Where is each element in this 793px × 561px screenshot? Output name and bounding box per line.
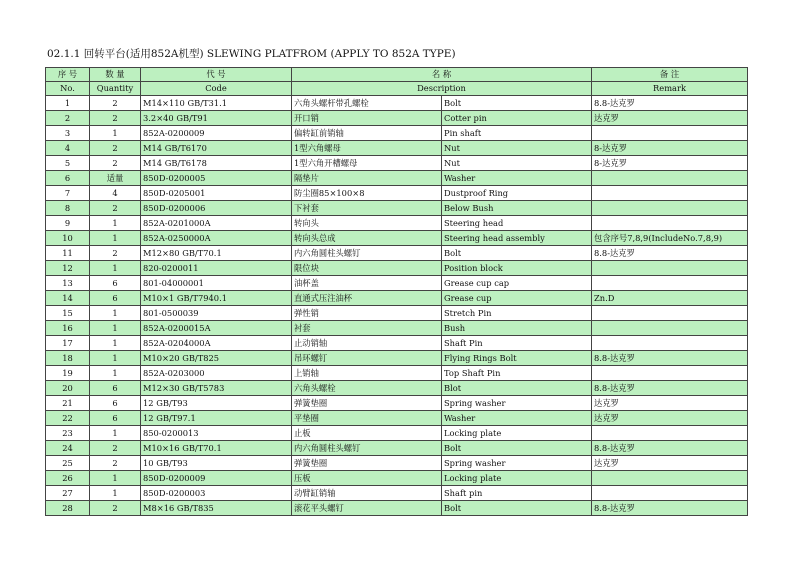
row-number: 6 (46, 171, 90, 186)
row-quantity: 2 (90, 111, 141, 126)
row-quantity: 1 (90, 471, 141, 486)
table-row (46, 111, 748, 126)
row-number: 28 (46, 501, 90, 516)
row-quantity: 1 (90, 306, 141, 321)
table-row (46, 486, 748, 501)
row-quantity: 2 (90, 456, 141, 471)
row-number: 24 (46, 441, 90, 456)
row-description-cn: 止动销轴 (292, 336, 442, 351)
row-quantity: 6 (90, 276, 141, 291)
row-code: 850D-0200005 (141, 171, 292, 186)
row-description-cn: 止板 (292, 426, 442, 441)
row-description-en: Dustproof Ring (442, 186, 592, 201)
row-description-cn: 油杯盖 (292, 276, 442, 291)
row-number: 13 (46, 276, 90, 291)
row-description-cn: 压板 (292, 471, 442, 486)
row-number: 10 (46, 231, 90, 246)
row-description-cn: 限位块 (292, 261, 442, 276)
row-description-en: Bolt (442, 501, 592, 516)
row-remark: 达克罗 (592, 411, 748, 426)
row-remark: 达克罗 (592, 396, 748, 411)
row-quantity: 4 (90, 186, 141, 201)
row-code: M14 GB/T6170 (141, 141, 292, 156)
table-row (46, 171, 748, 186)
row-remark (592, 186, 748, 201)
table-row (46, 441, 748, 456)
row-number: 4 (46, 141, 90, 156)
row-description-en: Nut (442, 141, 592, 156)
table-row (46, 231, 748, 246)
table-row (46, 501, 748, 516)
row-description-en: Locking plate (442, 426, 592, 441)
row-description-cn: 直通式压注油杯 (292, 291, 442, 306)
row-description-cn: 六角头螺栓 (292, 381, 442, 396)
row-quantity: 1 (90, 261, 141, 276)
row-number: 22 (46, 411, 90, 426)
row-remark: 8-达克罗 (592, 156, 748, 171)
row-quantity: 1 (90, 231, 141, 246)
table-row (46, 216, 748, 231)
row-code: M14 GB/T6178 (141, 156, 292, 171)
row-code: 852A-0203000 (141, 366, 292, 381)
row-description-en: Blot (442, 381, 592, 396)
row-description-cn: 防尘圈85×100×8 (292, 186, 442, 201)
row-code: 801-04000001 (141, 276, 292, 291)
row-number: 14 (46, 291, 90, 306)
row-number: 2 (46, 111, 90, 126)
row-description-en: Bolt (442, 246, 592, 261)
row-quantity: 1 (90, 366, 141, 381)
row-description-en: Bolt (442, 96, 592, 111)
table-row (46, 291, 748, 306)
row-code: M10×20 GB/T825 (141, 351, 292, 366)
row-remark (592, 486, 748, 501)
row-code: 3.2×40 GB/T91 (141, 111, 292, 126)
row-quantity: 1 (90, 216, 141, 231)
row-number: 9 (46, 216, 90, 231)
row-remark: 8.8-达克罗 (592, 381, 748, 396)
header-no-cn: 序 号 (46, 68, 90, 82)
row-remark: 8.8-达克罗 (592, 501, 748, 516)
row-description-cn: 转向头总成 (292, 231, 442, 246)
row-description-en: Washer (442, 411, 592, 426)
row-description-en: Washer (442, 171, 592, 186)
row-description-en: Shaft pin (442, 486, 592, 501)
row-description-cn: 1型六角螺母 (292, 141, 442, 156)
header-desc-en: Description (292, 82, 592, 96)
row-description-en: Position block (442, 261, 592, 276)
row-description-en: Bush (442, 321, 592, 336)
row-code: M14×110 GB/T31.1 (141, 96, 292, 111)
row-remark (592, 261, 748, 276)
row-remark: 达克罗 (592, 456, 748, 471)
row-description-en: Bolt (442, 441, 592, 456)
row-description-cn: 内六角圆柱头螺钉 (292, 441, 442, 456)
row-code: 852A-0201000A (141, 216, 292, 231)
row-remark (592, 171, 748, 186)
row-code: M12×30 GB/T5783 (141, 381, 292, 396)
row-description-en: Grease cup (442, 291, 592, 306)
row-quantity: 2 (90, 141, 141, 156)
row-number: 12 (46, 261, 90, 276)
row-quantity: 1 (90, 336, 141, 351)
header-qty-en: Quantity (90, 82, 141, 96)
row-remark (592, 201, 748, 216)
row-remark (592, 126, 748, 141)
row-code: 12 GB/T93 (141, 396, 292, 411)
row-code: M10×1 GB/T7940.1 (141, 291, 292, 306)
row-remark (592, 426, 748, 441)
row-description-en: Locking plate (442, 471, 592, 486)
row-remark: 8.8-达克罗 (592, 246, 748, 261)
table-body (46, 96, 748, 516)
row-description-cn: 上销轴 (292, 366, 442, 381)
table-header (46, 68, 748, 96)
row-number: 20 (46, 381, 90, 396)
row-description-cn: 下衬套 (292, 201, 442, 216)
table-row (46, 276, 748, 291)
row-code: 852A-0200015A (141, 321, 292, 336)
row-number: 3 (46, 126, 90, 141)
row-description-en: Top Shaft Pin (442, 366, 592, 381)
row-description-en: Below Bush (442, 201, 592, 216)
row-quantity: 6 (90, 381, 141, 396)
table-row (46, 261, 748, 276)
row-quantity: 2 (90, 201, 141, 216)
row-number: 19 (46, 366, 90, 381)
row-quantity: 2 (90, 441, 141, 456)
row-remark (592, 276, 748, 291)
row-code: M12×80 GB/T70.1 (141, 246, 292, 261)
row-code: 850D-0200009 (141, 471, 292, 486)
row-description-cn: 动臂缸销轴 (292, 486, 442, 501)
table-row (46, 426, 748, 441)
row-quantity: 2 (90, 246, 141, 261)
row-description-cn: 偏转缸前销轴 (292, 126, 442, 141)
row-code: 852A-0250000A (141, 231, 292, 246)
row-description-cn: 吊环螺钉 (292, 351, 442, 366)
row-code: 12 GB/T97.1 (141, 411, 292, 426)
row-remark (592, 471, 748, 486)
row-description-cn: 滚花平头螺钉 (292, 501, 442, 516)
row-remark: 达克罗 (592, 111, 748, 126)
row-number: 1 (46, 96, 90, 111)
row-quantity: 1 (90, 426, 141, 441)
row-code: 850D-0200003 (141, 486, 292, 501)
row-quantity: 适量 (90, 171, 141, 186)
row-remark: 8.8-达克罗 (592, 441, 748, 456)
row-number: 11 (46, 246, 90, 261)
row-remark: 8.8-达克罗 (592, 351, 748, 366)
row-code: 850D-0200006 (141, 201, 292, 216)
row-remark: 8-达克罗 (592, 141, 748, 156)
table-row (46, 351, 748, 366)
table-row (46, 321, 748, 336)
row-description-cn: 转向头 (292, 216, 442, 231)
table-row (46, 471, 748, 486)
row-description-cn: 1型六角开槽螺母 (292, 156, 442, 171)
row-quantity: 6 (90, 396, 141, 411)
row-code: 801-0500039 (141, 306, 292, 321)
parts-table (45, 67, 748, 516)
table-row (46, 306, 748, 321)
header-no-en: No. (46, 82, 90, 96)
row-description-en: Shaft Pin (442, 336, 592, 351)
row-number: 21 (46, 396, 90, 411)
row-description-en: Flying Rings Bolt (442, 351, 592, 366)
row-remark (592, 321, 748, 336)
row-description-cn: 弹性销 (292, 306, 442, 321)
table-row (46, 96, 748, 111)
table-row (46, 201, 748, 216)
row-number: 25 (46, 456, 90, 471)
row-code: 852A-0204000A (141, 336, 292, 351)
row-code: 820-0200011 (141, 261, 292, 276)
table-row (46, 366, 748, 381)
row-quantity: 1 (90, 321, 141, 336)
table-row (46, 156, 748, 171)
table-row (46, 126, 748, 141)
row-description-en: Spring washer (442, 396, 592, 411)
row-description-en: Nut (442, 156, 592, 171)
table-row (46, 246, 748, 261)
table-row (46, 186, 748, 201)
row-quantity: 1 (90, 486, 141, 501)
row-quantity: 6 (90, 291, 141, 306)
row-number: 27 (46, 486, 90, 501)
row-description-cn: 内六角圆柱头螺钉 (292, 246, 442, 261)
table-row (46, 396, 748, 411)
document-title: 02.1.1 回转平台(适用852A机型) SLEWING PLATFROM (APPLY TO 852A TYPE) (47, 48, 456, 60)
row-number: 7 (46, 186, 90, 201)
row-remark: 包含序号7,8,9(IncludeNo.7,8,9) (592, 231, 748, 246)
header-code-cn: 代 号 (141, 68, 292, 82)
header-desc-cn: 名 称 (292, 68, 592, 82)
row-number: 16 (46, 321, 90, 336)
row-description-en: Pin shaft (442, 126, 592, 141)
row-code: 850D-0205001 (141, 186, 292, 201)
row-code: M10×16 GB/T70.1 (141, 441, 292, 456)
row-number: 15 (46, 306, 90, 321)
row-description-cn: 平垫圈 (292, 411, 442, 426)
row-description-en: Cotter pin (442, 111, 592, 126)
row-remark: 8.8-达克罗 (592, 96, 748, 111)
row-code: M8×16 GB/T835 (141, 501, 292, 516)
table-row (46, 336, 748, 351)
row-code: 10 GB/T93 (141, 456, 292, 471)
row-code: 850-0200013 (141, 426, 292, 441)
row-quantity: 2 (90, 156, 141, 171)
row-number: 23 (46, 426, 90, 441)
table-row (46, 381, 748, 396)
row-remark: Zn.D (592, 291, 748, 306)
table-row (46, 141, 748, 156)
row-description-cn: 衬套 (292, 321, 442, 336)
row-description-cn: 开口销 (292, 111, 442, 126)
row-number: 17 (46, 336, 90, 351)
row-quantity: 2 (90, 96, 141, 111)
row-remark (592, 336, 748, 351)
row-quantity: 2 (90, 501, 141, 516)
row-remark (592, 306, 748, 321)
row-description-cn: 隔垫片 (292, 171, 442, 186)
row-description-cn: 弹簧垫圈 (292, 456, 442, 471)
table-row (46, 456, 748, 471)
row-code: 852A-0200009 (141, 126, 292, 141)
row-number: 5 (46, 156, 90, 171)
row-quantity: 1 (90, 126, 141, 141)
row-remark (592, 366, 748, 381)
row-description-en: Steering head assembly (442, 231, 592, 246)
row-number: 8 (46, 201, 90, 216)
row-description-cn: 弹簧垫圈 (292, 396, 442, 411)
table-row (46, 411, 748, 426)
header-remark-en: Remark (592, 82, 748, 96)
row-description-cn: 六角头螺杆带孔螺栓 (292, 96, 442, 111)
row-number: 18 (46, 351, 90, 366)
row-description-en: Spring washer (442, 456, 592, 471)
row-remark (592, 216, 748, 231)
header-qty-cn: 数 量 (90, 68, 141, 82)
header-remark-cn: 备 注 (592, 68, 748, 82)
row-quantity: 6 (90, 411, 141, 426)
row-description-en: Grease cup cap (442, 276, 592, 291)
row-description-en: Steering head (442, 216, 592, 231)
row-quantity: 1 (90, 351, 141, 366)
row-description-en: Stretch Pin (442, 306, 592, 321)
header-code-en: Code (141, 82, 292, 96)
row-number: 26 (46, 471, 90, 486)
